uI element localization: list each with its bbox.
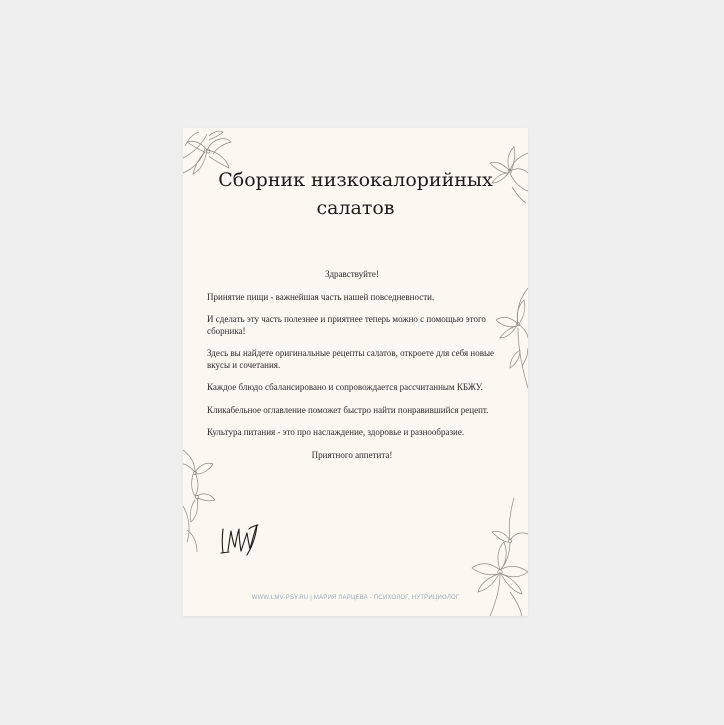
signature-icon bbox=[219, 523, 261, 561]
paragraph: Культура питания - это про наслаждение, здоровье и разнообразие. bbox=[207, 427, 465, 437]
paragraph: Здесь вы найдете оригинальные рецепты салатов, откроете для себя новые вкусы и сочетания. bbox=[207, 348, 495, 370]
paragraph: Каждое блюдо сбалансировано и сопровождается рассчитанным КБЖУ. bbox=[207, 382, 483, 392]
title-line-2: салатов bbox=[316, 197, 395, 219]
paragraph: Кликабельное оглавление поможет быстро найти понравившийся рецепт. bbox=[207, 404, 489, 415]
document-page bbox=[183, 128, 528, 616]
floral-ornament-icon bbox=[496, 288, 528, 392]
greeting: Здравствуйте! bbox=[325, 269, 379, 279]
footer-credits: WWW.LMV-PSY.RU | МАРИЯ ЛАРЦЕВА - ПСИХОЛОГ, НУТРИЦИОЛОГ bbox=[251, 595, 460, 601]
paragraph: Принятие пищи - важнейшая часть нашей повседневности. bbox=[207, 291, 435, 302]
intro-text bbox=[207, 269, 497, 472]
page-title bbox=[203, 166, 508, 222]
title-line-1: Сборник низкокалорийных bbox=[218, 169, 493, 191]
closing-line: Приятного аппетита! bbox=[311, 449, 393, 460]
paragraph: И сделать эту часть полезнее и приятнее теперь можно с помощью этого сборника! bbox=[207, 314, 486, 336]
